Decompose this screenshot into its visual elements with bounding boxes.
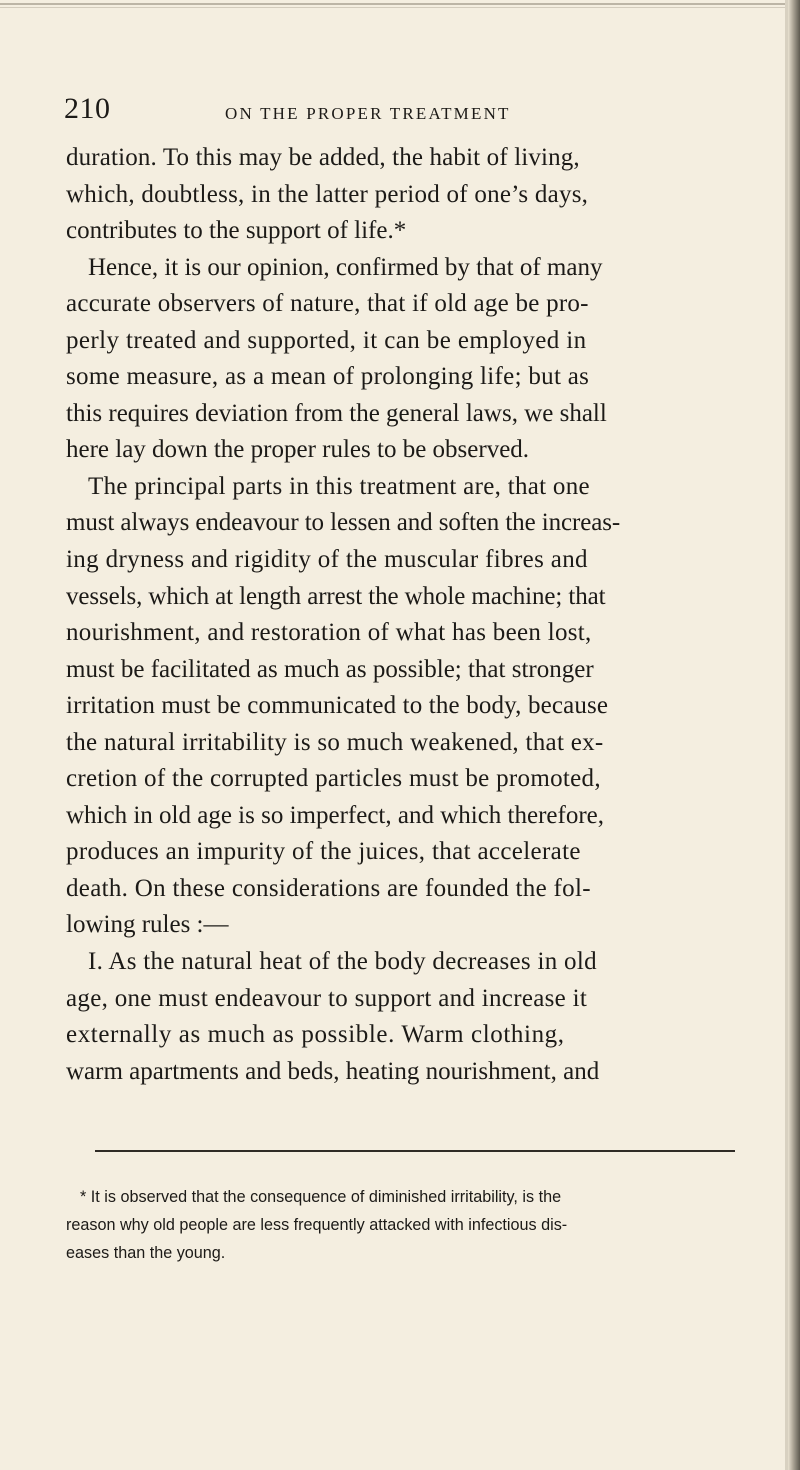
footnote-line: eases than the young. [66, 1244, 226, 1262]
page-top-edge [0, 3, 792, 5]
text-line: cretion of the corrupted particles must be promoted, [66, 765, 601, 793]
text-line: accurate observers of nature, that if old age be pro- [66, 290, 589, 318]
text-line: irritation must be communicated to the body, because [66, 692, 609, 720]
text-line: produces an impurity of the juices, that accelerate [66, 838, 581, 866]
text-line: externally as much as possible. Warm clothing, [66, 1021, 565, 1049]
text-line: age, one must endeavour to support and increase it [66, 984, 588, 1012]
page-header [0, 92, 790, 142]
text-line: here lay down the proper rules to be observed. [66, 436, 530, 464]
page-top-edge-inner [0, 7, 792, 8]
text-line: lowing rules :— [66, 911, 229, 939]
text-line: the natural irritability is so much weakened, that ex- [66, 728, 604, 756]
text-line: must be facilitated as much as possible; that stronger [66, 655, 594, 683]
footnote-rule [95, 1150, 735, 1152]
page-number: 210 [64, 92, 111, 125]
text-line: vessels, which at length arrest the whole machine; that [66, 582, 606, 610]
text-line: I. As the natural heat of the body decreases in old [88, 948, 597, 976]
text-line: duration. To this may be added, the habit of living, [66, 144, 580, 171]
text-line: perly treated and supported, it can be employed in [66, 326, 587, 354]
text-line: warm apartments and beds, heating nourishment, and [66, 1057, 600, 1085]
text-line: Hence, it is our opinion, confirmed by that of many [88, 253, 603, 281]
footnote-line: * It is observed that the consequence of diminished irritability, is the [80, 1188, 562, 1206]
footnote [66, 1183, 776, 1267]
text-line: must always endeavour to lessen and soften the increas- [66, 509, 621, 537]
text-line: which in old age is so imperfect, and which therefore, [66, 801, 605, 829]
body-text [66, 140, 766, 1090]
running-head: ON THE PROPER TREATMENT [225, 104, 511, 123]
text-line: death. On these considerations are founded the fol- [66, 874, 591, 902]
footnote-line: reason why old people are less frequently attacked with infectious dis- [66, 1216, 568, 1234]
text-line: ing dryness and rigidity of the muscular fibres and [66, 546, 588, 574]
text-line: some measure, as a mean of prolonging life; but as [66, 363, 590, 391]
text-line: which, doubtless, in the latter period of one’s days, [66, 180, 589, 208]
text-line: this requires deviation from the general laws, we shall [66, 399, 607, 427]
page-gutter [788, 0, 800, 1470]
text-line: nourishment, and restoration of what has been lost, [66, 619, 592, 647]
text-line: contributes to the support of life.* [66, 217, 407, 245]
text-line: The principal parts in this treatment are, that one [88, 472, 590, 500]
